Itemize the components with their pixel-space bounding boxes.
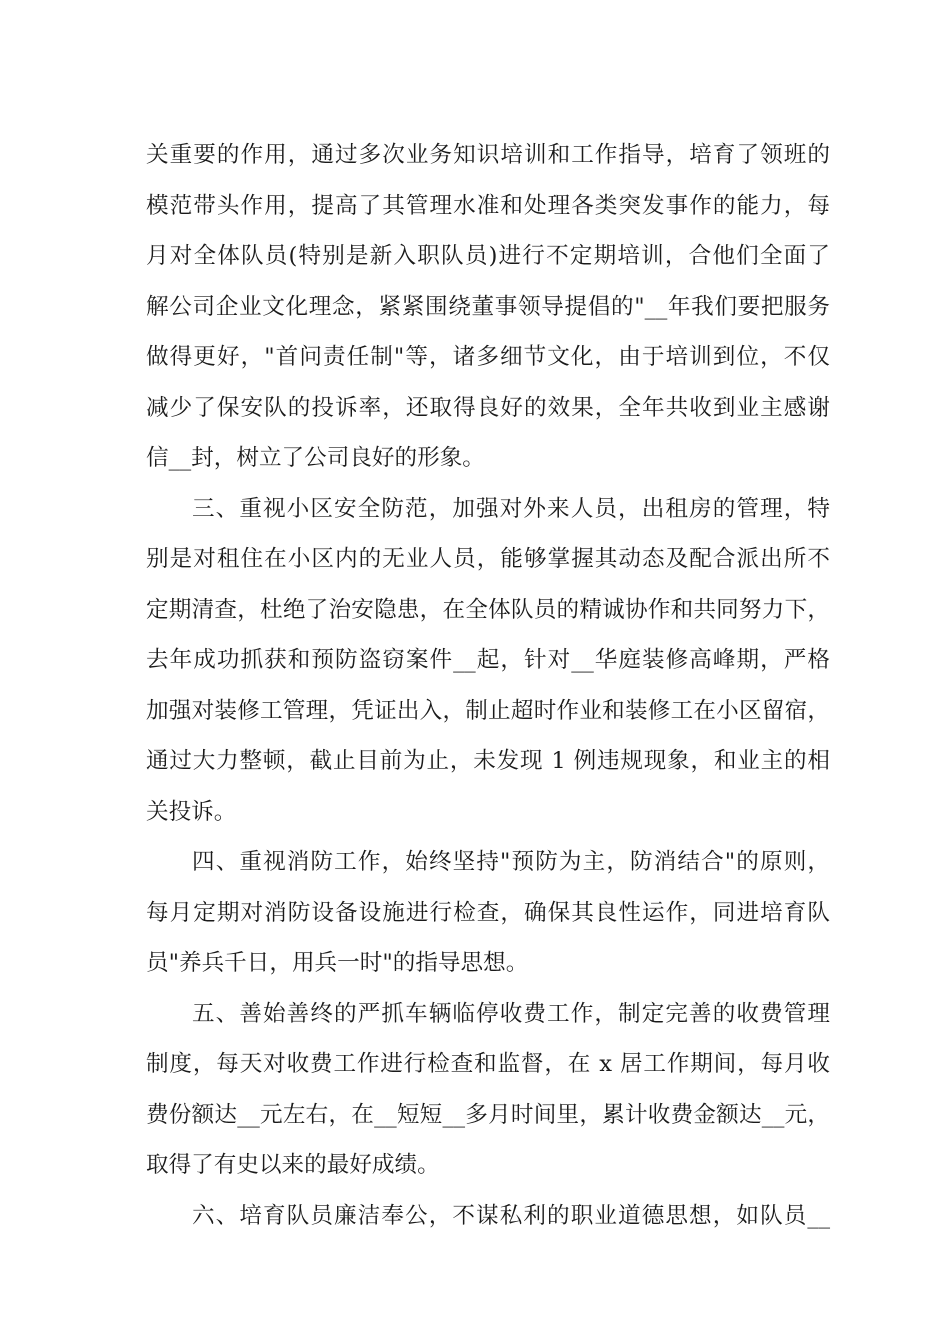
paragraph-start-line: 六、培育队员廉洁奉公，不谋私利的职业道德思想，如队员__	[192, 1202, 830, 1229]
text-line: 信__封，树立了公司良好的形象。	[146, 445, 485, 471]
text-line: 加强对装修工管理，凭证出入，制止超时作业和装修工在小区留宿，	[146, 697, 830, 724]
text-line: 减少了保安队的投诉率，还取得良好的效果，全年共收到业主感谢	[146, 394, 830, 421]
text-line: 取得了有史以来的最好成绩。	[146, 1152, 440, 1178]
text-line: 员"养兵千日，用兵一时"的指导思想。	[146, 950, 529, 976]
text-line: 通过大力整顿，截止目前为止，未发现 1 例违规现象，和业主的相	[146, 748, 830, 774]
text-line: 费份额达__元左右，在__短短__多月时间里，累计收费金额达__元，	[146, 1101, 830, 1128]
text-line: 关投诉。	[146, 798, 237, 825]
paragraph-start-line: 四、重视消防工作，始终坚持"预防为主，防消结合"的原则，	[192, 849, 830, 875]
text-line: 定期清查，杜绝了治安隐患，在全体队员的精诚协作和共同努力下，	[146, 596, 830, 623]
text-line: 解公司企业文化理念，紧紧围绕董事领导提倡的"__年我们要把服务	[146, 293, 830, 320]
text-line: 月对全体队员(特别是新入职队员)进行不定期培训，合他们全面了	[146, 243, 830, 269]
text-line: 做得更好，"首问责任制"等，诸多细节文化，由于培训到位，不仅	[146, 344, 830, 370]
text-line: 每月定期对消防设备设施进行检查，确保其良性运作，同进培育队	[146, 899, 830, 926]
text-line: 别是对租住在小区内的无业人员，能够掌握其动态及配合派出所不	[146, 546, 830, 572]
text-line: 去年成功抓获和预防盗窃案件__起，针对__华庭装修高峰期，严格	[146, 647, 830, 673]
document-body	[146, 130, 830, 1241]
text-line: 制度，每天对收费工作进行检查和监督，在 x 居工作期间，每月收	[146, 1051, 830, 1077]
text-line: 关重要的作用，通过多次业务知识培训和工作指导，培育了领班的	[146, 142, 830, 168]
text-line: 模范带头作用，提高了其管理水准和处理各类突发事作的能力，每	[146, 192, 830, 219]
paragraph-start-line: 五、善始善终的严抓车辆临停收费工作，制定完善的收费管理	[192, 1000, 830, 1027]
paragraph-start-line: 三、重视小区安全防范，加强对外来人员，出租房的管理，特	[192, 495, 830, 522]
